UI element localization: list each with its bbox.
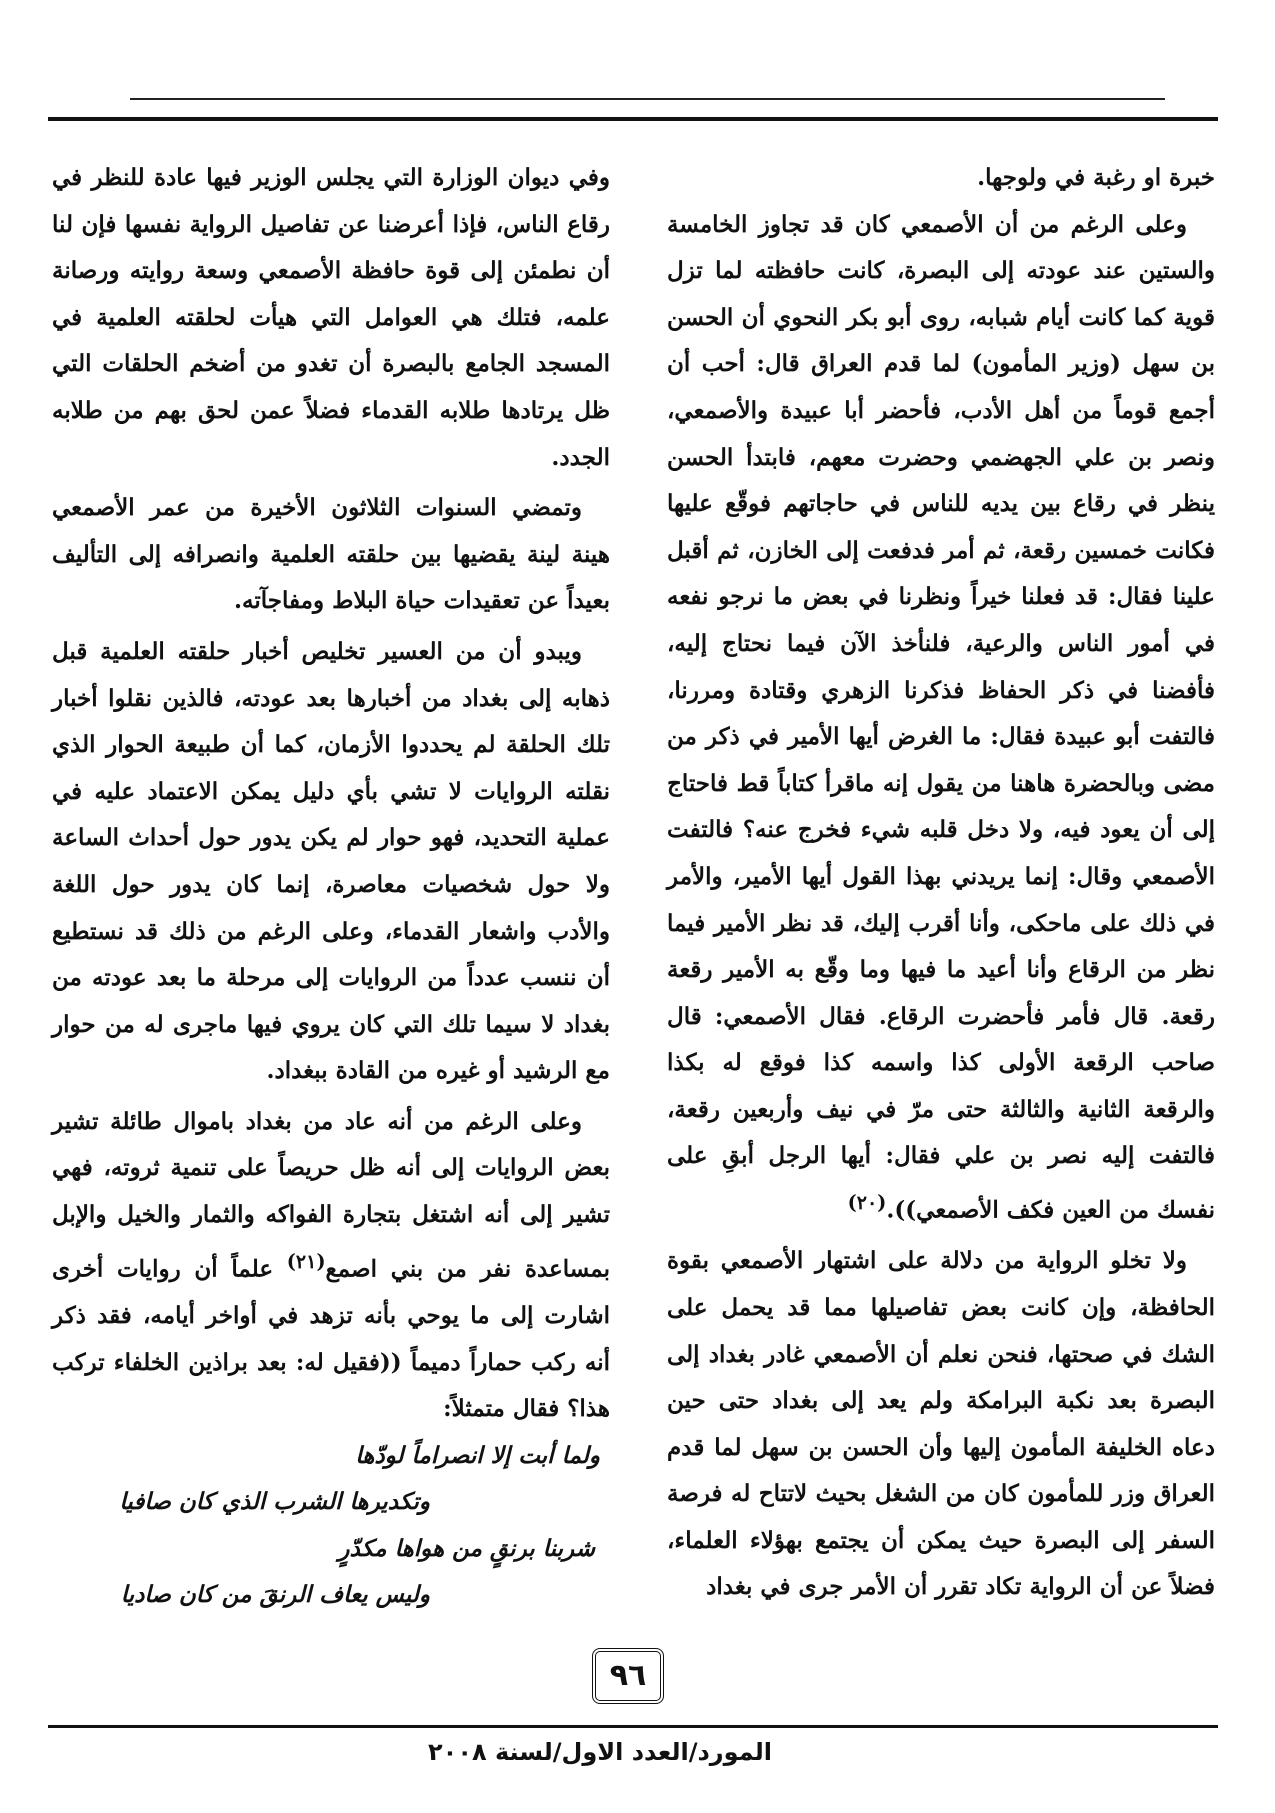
journal-footer: المورد/العدد الاول/لسنة ٢٠٠٨ bbox=[428, 1738, 772, 1766]
verse-line: وتكديرها الشرب الذي كان صافيا bbox=[119, 1488, 430, 1516]
paragraph: وفي ديوان الوزارة التي يجلس الوزير فيها عادة للنظر في رقاع الناس، فإذا أعرضنا عن تفاصيل الرواية نفسها فإن لنا أن نطمئن إلى قوة حافظة الأصمعي وسعة روايته ورصانة علمه، فتلك هي العوامل التي هيأت لحلقته العلمية في المسجد الجامع بالبصرة أن تغدو من أضخم الحلقات التي ظل يرتادها طلابه القدماء فضلاً عمن لحق بهم من طلابه الجدد. bbox=[52, 164, 610, 471]
paragraph: خبرة او رغبة في ولوجها. bbox=[977, 164, 1215, 191]
right-column bbox=[667, 155, 1215, 1611]
page-number: ٩٦ bbox=[592, 1648, 664, 1704]
header-rule-thick bbox=[48, 117, 1218, 121]
paragraph: ولا تخلو الرواية من دلالة على اشتهار الأصمعي بقوة الحافظة، وإن كانت بعض تفاصيلها مما قد يحمل على الشك في صحتها، فنحن نعلم أن الأصمعي غادر بغداد إلى البصرة بعد نكبة البرامكة ولم يعد إلى بغداد حتى حين دعاه الخليفة المأمون إليها وأن الحسن بن سهل لما قدم العراق وزر للمأمون كان من الشغل بحيث لاتتاح له فرصة السفر إلى البصرة حيث يمكن أن يجتمع بهؤلاء العلماء، فضلاً عن أن الرواية تكاد تقرر أن الأمر جرى في بغداد bbox=[667, 1247, 1215, 1601]
paragraph-text: علماً أن روايات أخرى اشارت إلى ما يوحي بأنه تزهد في أواخر أيامه، فقد ذكر أنه ركب حماراً دميماً ((فقيل له: بعد براذين الخلفاء تركب هذا؟ فقال متمثلاً: bbox=[52, 1255, 610, 1423]
paragraph bbox=[667, 202, 1215, 1235]
verse-line: ولما أبت إلا انصراماً لودّها bbox=[355, 1441, 600, 1469]
paragraph: وتمضي السنوات الثلاثون الأخيرة من عمر الأصمعي هينة لينة يقضيها بين حلقته العلمية وانصرافه إلى التأليف بعيداً عن تعقيدات حياة البلاط ومفاجآته. bbox=[52, 494, 610, 615]
left-column bbox=[52, 155, 610, 1619]
verse-line: وليس يعاف الرنقَ من كان صاديا bbox=[120, 1581, 430, 1609]
paragraph-text: وعلى الرغم من أن الأصمعي كان قد تجاوز الخامسة والستين عند عودته إلى البصرة، كانت حافظته لما تزل قوية كما كانت أيام شبابه، روى أبو بكر النحوي أن الحسن بن سهل (وزير المأمون) لما قدم العراق قال: أحب أن أجمع قوماً من أهل الأدب، فأحضر أبا عبيدة والأصمعي، ونصر بن علي الجهضمي وحضرت معهم، فابتدأ الحسن ينظر في رقاع بين يديه للناس في حاجاتهم فوقّع عليها فكانت خمسين رقعة، ثم أمر فدفعت إلى الخازن، ثم أقبل علينا فقال: قد فعلنا خيراً ونظرنا في بعض ما نرجو نفعه في أمور الناس والرعية، فلنأخذ الآن فيما نحتاج إليه، فأفضنا في ذكر الحفاظ فذكرنا الزهري وقتادة ومررنا، فالتفت أبو عبيدة فقال: ما الغرض أيها الأمير في ذكر من مضى وبالحضرة هاهنا من يقول إنه ماقرأ كتاباً قط فاحتاج إلى أن يعود فيه، ولا دخل قلبه شيء فخرج عنه؟ فالتفت الأصمعي وقال: إنما يريدني بهذا القول أيها الأمير، والأمر في ذلك على ماحكى، وأنا أقرب إليك، قد نظر الأمير فيما نظر من الرقاع وأنا أعيد ما فيها وما وقّع به الأمير رقعة رقعة. قال فأمر فأحضرت الرقاع. فقال الأصمعي: قال صاحب الرقعة الأولى كذا واسمه كذا فوقع له بكذا والرقعة الثانية والثالثة حتى مرّ في نيف وأربعين رقعة، فالتفت إليه نصر بن علي فقال: أيها الرجل أبقِ على نفسك من العين فكف الأصمعي)). bbox=[667, 210, 1215, 1224]
header-rule-thin bbox=[130, 98, 1165, 100]
paragraph: ويبدو أن من العسير تخليص أخبار حلقته العلمية قبل ذهابه إلى بغداد من أخبارها بعد عودته، فالذين نقلوا أخبار تلك الحلقة لم يحددوا الأزمان، كما أن طبيعة الحوار الذي نقلته الروايات لا تشي بأي دليل يمكن الاعتماد عليه في عملية التحديد، فهو حوار لم يكن يدور حول أحداث الساعة ولا حول شخصيات معاصرة، إنما كان يدور حول اللغة والأدب واشعار القدماء، وعلى الرغم من ذلك قد نستطيع أن ننسب عدداً من الروايات إلى مرحلة ما بعد عودته من بغداد لا سيما تلك التي كان يروي فيها ماجرى له من حوار مع الرشيد أو غيره من القادة ببغداد. bbox=[52, 637, 610, 1085]
footnote-ref: (٢٠) bbox=[847, 1191, 887, 1215]
footnote-ref: (٢١) bbox=[286, 1249, 326, 1273]
paragraph-text: وعلى الرغم من أنه عاد من بغداد باموال طائلة تشير بعض الروايات إلى أنه ظل حريصاً على تنمية ثروته، فهي تشير إلى أنه اشتغل بتجارة الفواكه والثمار والخيل والإبل بمساعدة نفر من بني اصمع bbox=[52, 1107, 610, 1283]
verse-line: شربنا برنقٍ من هواها مكدّرٍ bbox=[338, 1534, 595, 1562]
footer-rule bbox=[48, 1725, 1218, 1728]
paragraph bbox=[52, 1099, 610, 1433]
